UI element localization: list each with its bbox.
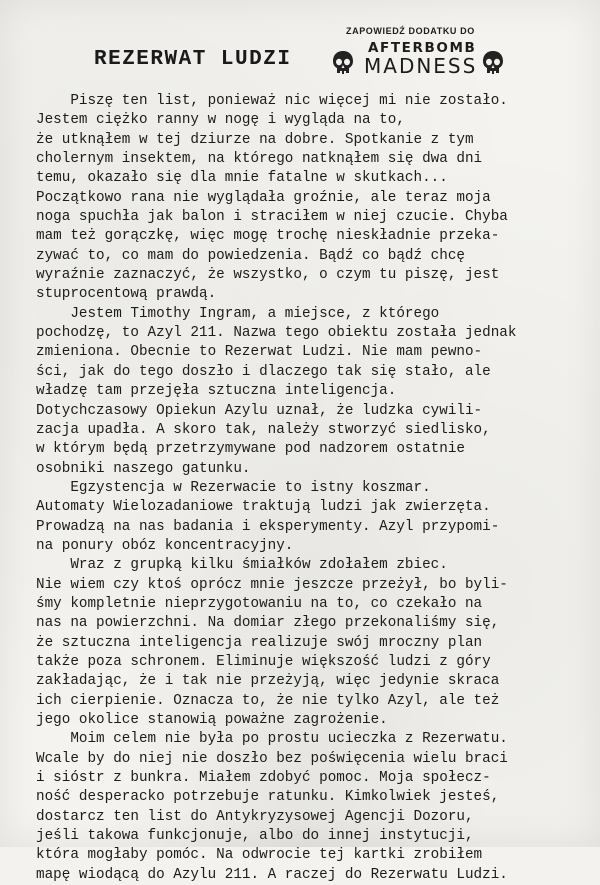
letter-line: mam też gorączkę, więc mogę trochę nieskładnie przeka- [36,228,500,245]
letter-line: na ponury obóz koncentracyjny. [36,537,294,554]
letter-line: że sztuczna inteligencja realizuje swój mroczny plan [36,634,483,651]
letter-line: noga spuchła jak balon i straciłem w niej czucie. Chyba [36,209,508,226]
letter-line: zakładając, że i tak nie przeżyją, więc jedynie skraca [36,673,500,690]
letter-line: Prowadzą na nas badania i eksperymenty. Azyl przypomi- [36,518,500,535]
letter-body [36,92,576,885]
letter-line: Egzystencja w Rezerwacie to istny koszmar. [36,479,431,496]
afterbomb-madness-logo [332,20,504,84]
letter-line: wyraźnie zaznaczyć, że wszystko, o czym tu piszę, jest [36,267,500,284]
letter-line: nas na powierzchni. Na domiar złego przekonaliśmy się, [36,615,500,632]
letter-line: zmieniona. Obecnie to Rezerwat Ludzi. Nie mam pewno- [36,344,483,361]
letter-line: Początkowo rana nie wyglądała groźnie, ale teraz moja [36,189,491,206]
letter-line: jego okolice stanowią poważne zagrożenie. [36,712,388,728]
letter-line: zywać to, co mam do powiedzenia. Bądź co bądź chcę [36,247,465,264]
letter-line: dostarcz ten list do Antykryzysowej Agencji Dozoru, [36,808,474,825]
letter-line: Dotychczasowy Opiekun Azylu uznał, że ludzka cywili- [36,402,483,419]
letter-line: Jestem Timothy Ingram, a miejsce, z którego [36,305,440,322]
letter-line: mapę wiodącą do Azylu 211. A raczej do Rezerwatu Ludzi. [36,866,508,883]
letter-line: że utknąłem w tej dziurze na dobre. Spotkanie z tym [36,131,474,148]
letter-line: osobniki naszego gatunku. [36,460,251,477]
logo-brand-line2: MADNESS [364,54,478,78]
letter-line: która mogłaby pomóc. Na odwrocie tej kartki zrobiłem [36,847,483,864]
letter-line: jeśli takowa funkcjonuje, albo do innej instytucji, [36,828,474,845]
skull-icon [332,50,354,76]
letter-line: Wcale by do niej nie doszło bez poświęcenia wielu braci [36,750,508,767]
skull-icon [482,50,504,76]
letter-line: w którym będą przetrzymywane pod nadzorem ostatnie [36,441,465,458]
letter-line: Jestem ciężko ranny w nogę i wygląda na to, [36,112,405,129]
letter-line: ich cierpienie. Oznacza to, że nie tylko Azyl, ale też [36,692,500,709]
letter-line: ści, jak do tego doszło i dlaczego tak się stało, ale [36,363,491,380]
letter-line: cholernym insektem, na którego natknąłem się dwa dni [36,151,483,168]
letter-line: także poza schronem. Eliminuje większość ludzi z góry [36,653,491,670]
letter-line: i sióstr z bunkra. Miałem zdobyć pomoc. Moja społecz- [36,770,491,787]
letter-line: Wraz z grupką kilku śmiałków zdołałem zbiec. [36,557,448,574]
letter-line: śmy kompletnie nieprzygotowaniu na to, co czekało na [36,595,483,612]
page-title: REZERWAT LUDZI [94,48,292,71]
letter-line: władzę tam przejęła sztuczna inteligencja. [36,383,397,400]
letter-line: temu, okazało się dla mnie fatalne w skutkach... [36,170,448,187]
letter-line: Moim celem nie była po prostu ucieczka z Rezerwatu. [36,731,508,748]
letter-line: pochodzę, to Azyl 211. Nazwa tego obiektu została jednak [36,325,517,342]
letter-line: Automaty Wielozadaniowe traktują ludzi jak zwierzęta. [36,499,491,516]
letter-line: ność desperacko potrzebuje ratunku. Kimkolwiek jesteś, [36,789,500,806]
letter-line: Piszę ten list, ponieważ nic więcej mi nie zostało. [36,93,508,109]
letter-line: stuprocentową prawdą. [36,286,217,303]
letter-line: Nie wiem czy ktoś oprócz mnie jeszcze przeżył, bo byli- [36,576,508,593]
letter-line: zacja upadła. A skoro tak, należy stworzyć siedlisko, [36,421,491,438]
logo-announcement: ZAPOWIEDŹ DODATKU DO [346,26,475,36]
logo-brand-line1: AFTERBOMB [368,40,477,56]
